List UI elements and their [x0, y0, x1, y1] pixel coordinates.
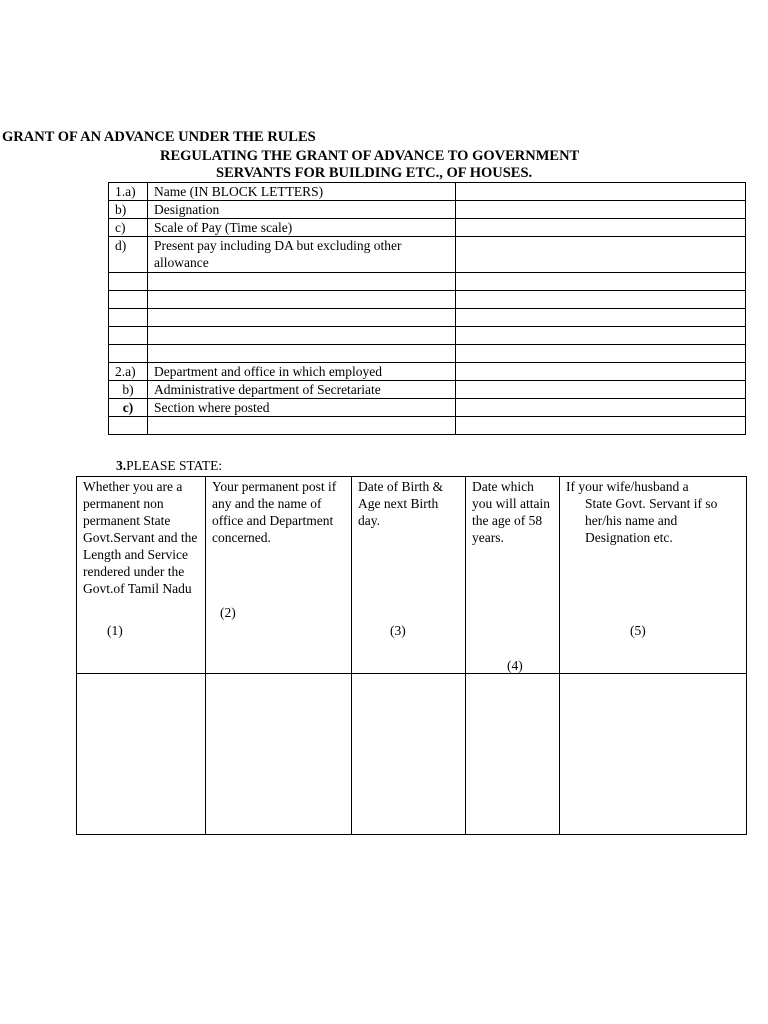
table-row: [109, 183, 746, 201]
row-label: [148, 345, 456, 363]
row-number: 1.a): [109, 183, 148, 201]
row-label: Department and office in which employed: [148, 363, 456, 381]
row-number: d): [109, 237, 148, 273]
entry-cell-1[interactable]: [77, 674, 206, 835]
table-header-row: [77, 477, 747, 674]
row-label: Scale of Pay (Time scale): [148, 219, 456, 237]
row-value-field[interactable]: [456, 417, 746, 435]
table-row: [109, 327, 746, 345]
column-number: (4): [507, 658, 523, 673]
row-number: [109, 417, 148, 435]
column-number: (1): [107, 623, 123, 638]
row-label: Present pay including DA but excluding other allowance: [148, 237, 456, 273]
row-value-field[interactable]: [456, 273, 746, 291]
row-number: [109, 327, 148, 345]
row-number: c): [109, 219, 148, 237]
table-row: [109, 219, 746, 237]
column-header-text: Date which you will attain the age of 58 years.: [472, 479, 550, 545]
entry-cell-5[interactable]: [560, 674, 747, 835]
row-value-field[interactable]: [456, 309, 746, 327]
column-number: (3): [390, 623, 406, 638]
column-header-text: Whether you are a permanent non permanent State Govt.Servant and the Length and Service rendered under the Govt.of Tamil Nadu: [83, 479, 198, 596]
entry-cell-4[interactable]: [466, 674, 560, 835]
entry-cell-3[interactable]: [352, 674, 466, 835]
row-value-field[interactable]: [456, 237, 746, 273]
column-header-4: [466, 477, 560, 674]
row-label: [148, 273, 456, 291]
section3-number: 3.: [116, 458, 127, 473]
column-number: (2): [220, 605, 236, 620]
row-number: b): [109, 201, 148, 219]
table-row: [109, 417, 746, 435]
column-header-2: [206, 477, 352, 674]
column-header-text: If your wife/husband a: [566, 479, 689, 494]
column-header-text: Your permanent post if any and the name of office and Department concerned.: [212, 479, 337, 545]
row-label: [148, 309, 456, 327]
row-number: [109, 273, 148, 291]
table-row: [109, 291, 746, 309]
table-row: [109, 273, 746, 291]
column-header-3: [352, 477, 466, 674]
row-label: [148, 417, 456, 435]
table-row: [109, 201, 746, 219]
form-title-line3: SERVANTS FOR BUILDING ETC., OF HOUSES.: [216, 165, 533, 181]
row-label: Name (IN BLOCK LETTERS): [148, 183, 456, 201]
row-value-field[interactable]: [456, 201, 746, 219]
column-header-text: Date of Birth & Age next Birth day.: [358, 479, 444, 528]
row-label: Section where posted: [148, 399, 456, 417]
table-row: [109, 399, 746, 417]
form-title-line1: GRANT OF AN ADVANCE UNDER THE RULES: [2, 129, 316, 145]
form-title-line2: REGULATING THE GRANT OF ADVANCE TO GOVERNMENT: [160, 148, 580, 164]
row-number: [109, 291, 148, 309]
section3-heading-text: PLEASE STATE:: [126, 458, 223, 473]
employee-details-table: [108, 182, 746, 435]
entry-cell-2[interactable]: [206, 674, 352, 835]
row-value-field[interactable]: [456, 219, 746, 237]
table-row: [109, 237, 746, 273]
table-row: [109, 345, 746, 363]
table-row: [109, 363, 746, 381]
column-number: (5): [630, 623, 646, 638]
column-header-text-cont: State Govt. Servant if so her/his name and Designation etc.: [585, 496, 718, 545]
row-value-field[interactable]: [456, 399, 746, 417]
row-value-field[interactable]: [456, 291, 746, 309]
row-value-field[interactable]: [456, 381, 746, 399]
row-value-field[interactable]: [456, 345, 746, 363]
row-value-field[interactable]: [456, 327, 746, 345]
row-number: b): [109, 381, 148, 399]
row-label: Designation: [148, 201, 456, 219]
please-state-table: [76, 476, 747, 835]
row-label: [148, 327, 456, 345]
row-label: Administrative department of Secretariate: [148, 381, 456, 399]
table-row: [109, 309, 746, 327]
row-number: c): [109, 399, 148, 417]
section3-heading: [116, 458, 222, 474]
row-value-field[interactable]: [456, 183, 746, 201]
row-number: 2.a): [109, 363, 148, 381]
row-number: [109, 309, 148, 327]
table-row: [77, 674, 747, 835]
column-header-1: [77, 477, 206, 674]
row-label: [148, 291, 456, 309]
column-header-5: [560, 477, 747, 674]
row-value-field[interactable]: [456, 363, 746, 381]
table-row: [109, 381, 746, 399]
row-number: [109, 345, 148, 363]
